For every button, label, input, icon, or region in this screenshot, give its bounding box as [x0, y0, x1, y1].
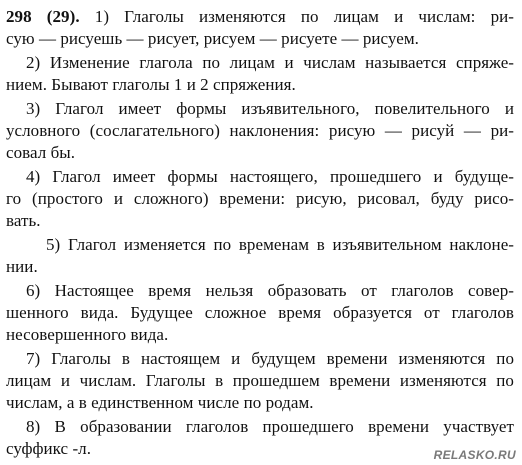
line-text: 6) Настоящее время нельзя образовать от глаголов совер- [26, 281, 514, 300]
text-line-13 [6, 280, 514, 302]
text-line-12 [6, 256, 514, 278]
text-line-9 [6, 188, 514, 210]
text-line-7 [6, 142, 514, 164]
line-text: нии. [6, 257, 38, 276]
text-line-14 [6, 302, 514, 324]
line-text: числам, а в единственном числе по родам. [6, 393, 314, 412]
line-text: лицам и числам. Глаголы в прошедшем времени изменяются по [6, 371, 514, 390]
text-line-20 [6, 438, 306, 460]
line-text: го (простого и сложного) времени: рисую, рисовал, буду рисо- [6, 189, 514, 208]
exercise-number: 298 (29). [6, 7, 80, 26]
watermark-text: RELASKO.RU [433, 448, 516, 462]
text-line-16 [6, 348, 514, 370]
text-line-11 [6, 234, 514, 256]
line-text: 4) Глагол имеет формы настоящего, прошедшего и будуще- [26, 167, 514, 186]
line-text: 1) Глаголы изменяются по лицам и числам: ри- [79, 7, 514, 26]
line-text: шенного вида. Будущее сложное время образуется от глаголов [6, 303, 514, 322]
line-text: 5) Глагол изменяется по временам в изъявительном наклоне- [46, 235, 514, 254]
text-line-2 [6, 28, 514, 50]
line-text: суффикс -л. [6, 439, 92, 458]
text-line-3 [6, 52, 514, 74]
line-text: 2) Изменение глагола по лицам и числам называется спряже- [26, 53, 514, 72]
line-text: вать. [6, 211, 41, 230]
text-line-4 [6, 74, 514, 96]
line-text: 8) В образовании глаголов прошедшего времени участвует [26, 417, 514, 436]
line-text: сую — рисуешь — рисует, рисуем — рисуете — рисуем. [6, 29, 419, 48]
line-text: несовершенного вида. [6, 325, 169, 344]
text-line-18 [6, 392, 514, 414]
line-text: 3) Глагол имеет формы изъявительного, повелительного и [26, 99, 514, 118]
line-text: совал бы. [6, 143, 76, 162]
text-line-8 [6, 166, 514, 188]
line-text: 7) Глаголы в настоящем и будущем времени изменяются по [26, 349, 514, 368]
text-line-19 [6, 416, 514, 438]
text-line-17 [6, 370, 514, 392]
line-text: нием. Бывают глаголы 1 и 2 спряжения. [6, 75, 296, 94]
text-line-5 [6, 98, 514, 120]
line-text: условного (сослагательного) наклонения: рисую — рисуй — ри- [6, 121, 514, 140]
text-line-10 [6, 210, 514, 232]
text-line-6 [6, 120, 514, 142]
text-line-1 [6, 6, 514, 28]
text-line-15 [6, 324, 514, 346]
